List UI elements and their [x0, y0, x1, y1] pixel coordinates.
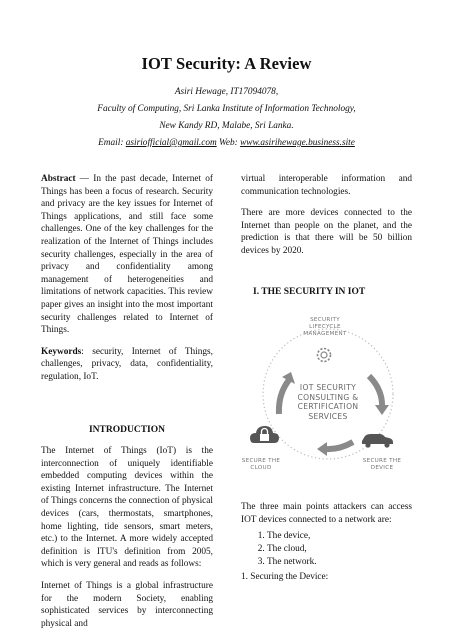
web-link[interactable]: www.asirihewage.business.site: [240, 138, 355, 148]
contact-line: [0, 137, 453, 149]
gear-icon: [318, 349, 331, 362]
list-item: 1. The device,: [267, 530, 412, 543]
affiliation-line-2: New Kandy RD, Malabe, Sri Lanka.: [159, 121, 294, 131]
arrow-bottom-icon: [317, 442, 353, 456]
introduction-paragraph-1: The Internet of Things (IoT) is the interconnection of uniquely identifiable embedded computing devices within the existing Internet infrastructure. The Internet of Things concerns the connection of physical devices (cars, thermostats, smartphones, home lighting, tide sensors, smart meters, etc.) to the Internet. A more widely accepted definition is ITU's definition from 2005, which is very general and reads as follows:: [41, 446, 213, 570]
author-line: Asiri Hewage, IT17094078,: [174, 87, 279, 97]
email-link[interactable]: asiriofficial@gmail.com: [125, 138, 217, 148]
car-icon: [362, 434, 393, 448]
web-label: Web:: [219, 138, 238, 148]
abstract-label: Abstract: [41, 174, 76, 184]
iot-security-diagram: [241, 302, 412, 472]
diagram-label-center: IOT SECURITY CONSULTING & CERTIFICATION SERVICES: [297, 383, 359, 421]
introduction-paragraph-2: Internet of Things is a global infrastructure for the modern Society, enabling sophisticated services by interconnecting physical and: [41, 581, 213, 629]
email-label: Email:: [98, 138, 124, 148]
keywords-label: Keywords: [41, 346, 82, 357]
keywords-paragraph: [41, 346, 213, 384]
attack-points-list: [241, 530, 412, 568]
keywords-text: : security, Internet of Things, challenges, privacy, data, confidentiality, regulation, IoT.: [41, 346, 213, 382]
section-heading: I. THE SECURITY IN IOT: [253, 286, 366, 297]
list-item: 3. The network.: [267, 556, 412, 569]
affiliation-line-1: Faculty of Computing, Sri Lanka Institute of Information Technology,: [97, 104, 356, 114]
right-paragraph-2: There are more devices connected to the Internet than people on the planet, and the prediction is that there will be 50 billion devices by 2020.: [241, 208, 412, 256]
right-column: [241, 173, 412, 593]
list-item: 2. The cloud,: [267, 543, 412, 556]
diagram-label-cloud: SECURE THE CLOUD: [241, 458, 281, 472]
subsection-heading: 1. Securing the Device:: [241, 572, 329, 583]
introduction-heading: INTRODUCTION: [88, 424, 165, 435]
paper-title: IOT Security: A Review: [141, 54, 312, 73]
abstract-paragraph: [41, 173, 213, 337]
abstract-text: — In the past decade, Internet of Things has been a focus of research. Security and privacy are the key issues for Internet of Things applications, and still face some challenges. One of the key challenges for the realization of the Internet of Things includes security challenges, especially in the area of privacy and confidentiality among management of heterogeneities and limitations of network capacities. This review paper gives an insight into the most important security challenges related to Internet of Things.: [41, 174, 213, 336]
diagram-label-lifecycle: SECURITY LIFECYCLE MANAGEMENT: [303, 317, 347, 338]
cloud-lock-icon: [250, 426, 279, 443]
left-column: [41, 173, 213, 630]
right-paragraph-1: virtual interoperable information and communication technologies.: [241, 174, 412, 197]
diagram-label-device: SECURE THE DEVICE: [362, 458, 402, 472]
right-paragraph-3: The three main points attackers can access IOT devices connected to a network are:: [241, 502, 412, 525]
